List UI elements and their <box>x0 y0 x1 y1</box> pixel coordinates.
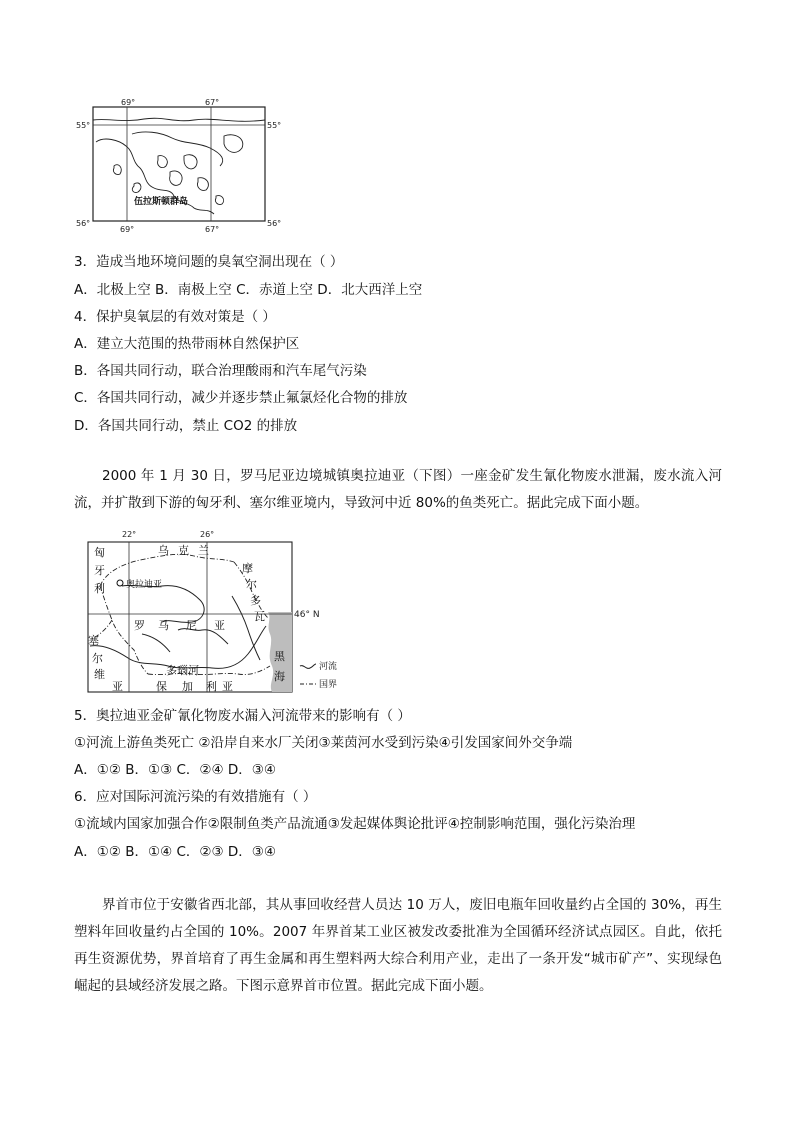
question-6-options: A．①② B．①④ C．②③ D．③④ <box>74 844 277 860</box>
map1-island-label: 伍拉斯顿群岛 <box>134 197 189 207</box>
map1-lat-right-1: 55° <box>267 121 282 130</box>
romania-char-1: 罗 <box>134 619 145 632</box>
question-6-stem: 6．应对国际河流污染的有效措施有（ ） <box>74 789 317 805</box>
map2-lon-26: 26° <box>200 530 215 539</box>
serbia-char-4: 亚 <box>112 680 123 693</box>
oradea-label: 奥拉迪亚 <box>126 580 163 590</box>
map2-legend <box>300 660 337 690</box>
romania-map <box>82 526 372 696</box>
black-sea-char-2: 海 <box>274 670 285 683</box>
map1-lat-left-2: 56° <box>76 219 91 228</box>
question-5-items: ①河流上游鱼类死亡 ②沿岸自来水厂关闭③莱茵河水受到污染④引发国家间外交争端 <box>74 735 573 751</box>
hungary-char-3: 利 <box>94 582 105 595</box>
romania-char-4: 亚 <box>214 619 225 632</box>
legend-river-label: 河流 <box>319 662 338 672</box>
hungary-char-1: 匈 <box>94 546 105 559</box>
bulgaria-char-1: 保 <box>156 680 167 693</box>
question-4-option-b: B．各国共同行动，联合治理酸雨和汽车尾气污染 <box>74 363 367 379</box>
legend-border-label: 国界 <box>319 680 338 690</box>
serbia-char-2: 尔 <box>92 652 103 665</box>
map1-lat-right-2: 56° <box>267 219 282 228</box>
question-5-options: A．①② B．①③ C．②④ D．③④ <box>74 762 277 778</box>
serbia-char-1: 塞 <box>88 634 99 647</box>
question-4-option-a: A．建立大范围的热带雨林自然保护区 <box>74 336 300 352</box>
map1-lon-bottom-1: 69° <box>120 225 135 234</box>
river-legend-icon <box>300 664 316 668</box>
moldova-char-4: 瓦 <box>254 610 265 623</box>
question-3-options: A．北极上空 B．南极上空 C．赤道上空 D．北大西洋上空 <box>74 282 423 298</box>
passage-jieshou-city: 界首市位于安徽省西北部，其从事回收经营人员达 10 万人，废旧电瓶年回收量约占全国的 30%，再生塑料年回收量约占全国的 10%。2007 年界首某工业区被发改委批准为全国循环经济试点园区。自此，依托再生资源优势，界首培育了再生金属和再生塑料两大综合利用产业，走出了一条开发“城市矿产”、实现绿色崛起的县域经济发展之路。下图示意界首市位置。据此完成下面小题。 <box>74 897 722 994</box>
ukraine-char-1: 乌 <box>158 544 169 557</box>
wollaston-islands-map <box>74 96 286 234</box>
hungary-char-2: 牙 <box>94 564 105 577</box>
romania-char-2: 马 <box>158 619 169 632</box>
passage-romania-cyanide: 2000 年 1 月 30 日，罗马尼亚边境城镇奥拉迪亚（下图）一座金矿发生氰化物废水泄漏，废水流入河流，并扩散到下游的匈牙利、塞尔维亚境内，导致河中近 80%的鱼类死亡。据此完成下面小题。 <box>74 468 722 511</box>
bulgaria-char-2: 加 <box>182 680 193 693</box>
ukraine-char-2: 克 <box>178 544 189 557</box>
moldova-char-3: 多 <box>250 594 261 607</box>
black-sea-char-1: 黑 <box>274 650 285 663</box>
question-4-stem: 4．保护臭氧层的有效对策是（ ） <box>74 309 276 325</box>
question-5-stem: 5．奥拉迪亚金矿氰化物废水漏入河流带来的影响有（ ） <box>74 708 411 724</box>
map1-lat-left-1: 55° <box>76 121 91 130</box>
map2-lon-22: 22° <box>122 530 137 539</box>
romania-char-3: 尼 <box>186 619 197 632</box>
map1-lon-top-1: 69° <box>121 98 136 107</box>
question-6-items: ①流域内国家加强合作②限制鱼类产品流通③发起媒体舆论批评④控制影响范围，强化污染治理 <box>74 816 636 832</box>
moldova-char-2: 尔 <box>246 578 257 591</box>
map1-lon-bottom-2: 67° <box>205 225 220 234</box>
bulgaria-char-4: 亚 <box>222 680 233 693</box>
map2-lat-46: 46° N <box>294 610 320 620</box>
bulgaria-char-3: 利 <box>206 680 217 693</box>
question-4-option-c: C．各国共同行动，减少并逐步禁止氟氯烃化合物的排放 <box>74 390 408 406</box>
question-4-option-d: D．各国共同行动，禁止 CO2 的排放 <box>74 418 298 434</box>
map1-lon-top-2: 67° <box>205 98 220 107</box>
moldova-char-1: 摩 <box>242 562 253 575</box>
serbia-char-3: 维 <box>94 668 105 681</box>
question-3-stem: 3．造成当地环境问题的臭氧空洞出现在（ ） <box>74 254 344 270</box>
ukraine-char-3: 兰 <box>198 544 209 557</box>
danube-label: 多瑙河 <box>166 664 199 677</box>
